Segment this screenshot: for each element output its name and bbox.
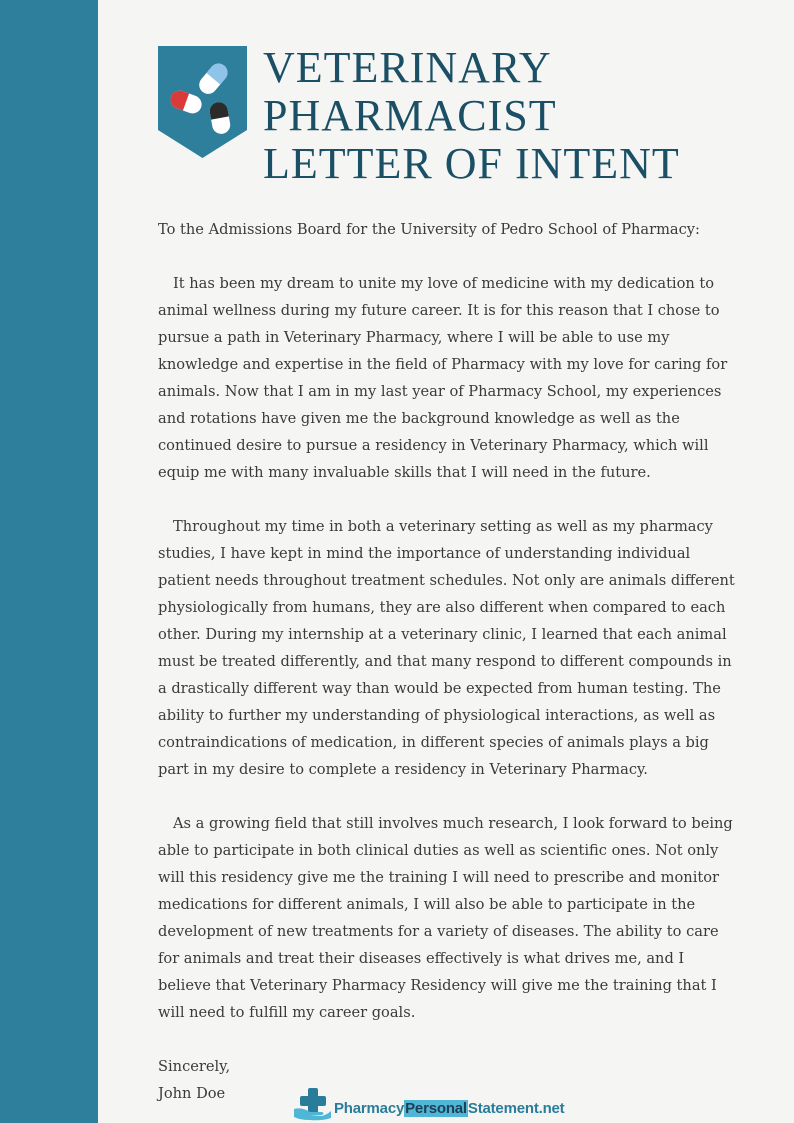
footer-part-2: Personal — [405, 1099, 467, 1117]
title-line-3: LETTER OF INTENT — [263, 139, 680, 188]
footer-part-4: .net — [538, 1099, 565, 1117]
salutation: To the Admissions Board for the University of Pedro School of Pharmacy: — [158, 221, 700, 238]
footer-brand — [334, 1100, 564, 1117]
sidebar-stripe — [0, 0, 98, 1123]
pills-icon — [158, 46, 247, 158]
medical-cross-hand-icon — [292, 1087, 332, 1121]
footer-part-1: Pharmacy — [334, 1099, 405, 1117]
closing: Sincerely, — [158, 1058, 231, 1075]
title-line-1: VETERINARY — [263, 43, 552, 92]
letter-body — [158, 216, 738, 1107]
signature: John Doe — [158, 1085, 226, 1102]
page-title — [263, 44, 680, 188]
title-line-2: PHARMACIST — [263, 91, 557, 140]
footer-part-3: Statement — [467, 1099, 539, 1117]
pills-badge — [158, 46, 247, 158]
paragraph-1: It has been my dream to unite my love of medicine with my dedication to animal wellness during my future career. It is for this reason that I chose to pursue a path in Veterinary Pharmacy, where I will be able to use my knowledge and expertise in the field of Pharmacy with my love for caring for animals. Now that I am in my last year of Pharmacy School, my experiences and rotations have given me the background knowledge as well as the continued desire to pursue a residency in Veterinary Pharmacy, which will equip me with many invaluable skills that I will need in the future. — [158, 275, 728, 481]
footer-logo[interactable] — [292, 1087, 564, 1121]
paragraph-2: Throughout my time in both a veterinary setting as well as my pharmacy studies, I have kept in mind the importance of understanding individual patient needs throughout treatment schedules. Not only are animals different physiologically from humans, they are also different when compared to each other. During my internship at a veterinary clinic, I learned that each animal must be treated differently, and that many respond to different compounds in a drastically different way than would be expected from human testing. The ability to further my understanding of physiological interactions, as well as contraindications of medication, in different species of animals plays a big part in my desire to complete a residency in Veterinary Pharmacy. — [158, 518, 735, 778]
paragraph-3: As a growing field that still involves much research, I look forward to being able to participate in both clinical duties as well as scientific ones. Not only will this residency give me the training I will need to prescribe and monitor medications for different animals, I will also be able to participate in the development of new treatments for a variety of diseases. The ability to care for animals and treat their diseases effectively is what drives me, and I believe that Veterinary Pharmacy Residency will give me the training that I will need to fulfill my career goals. — [158, 815, 733, 1021]
